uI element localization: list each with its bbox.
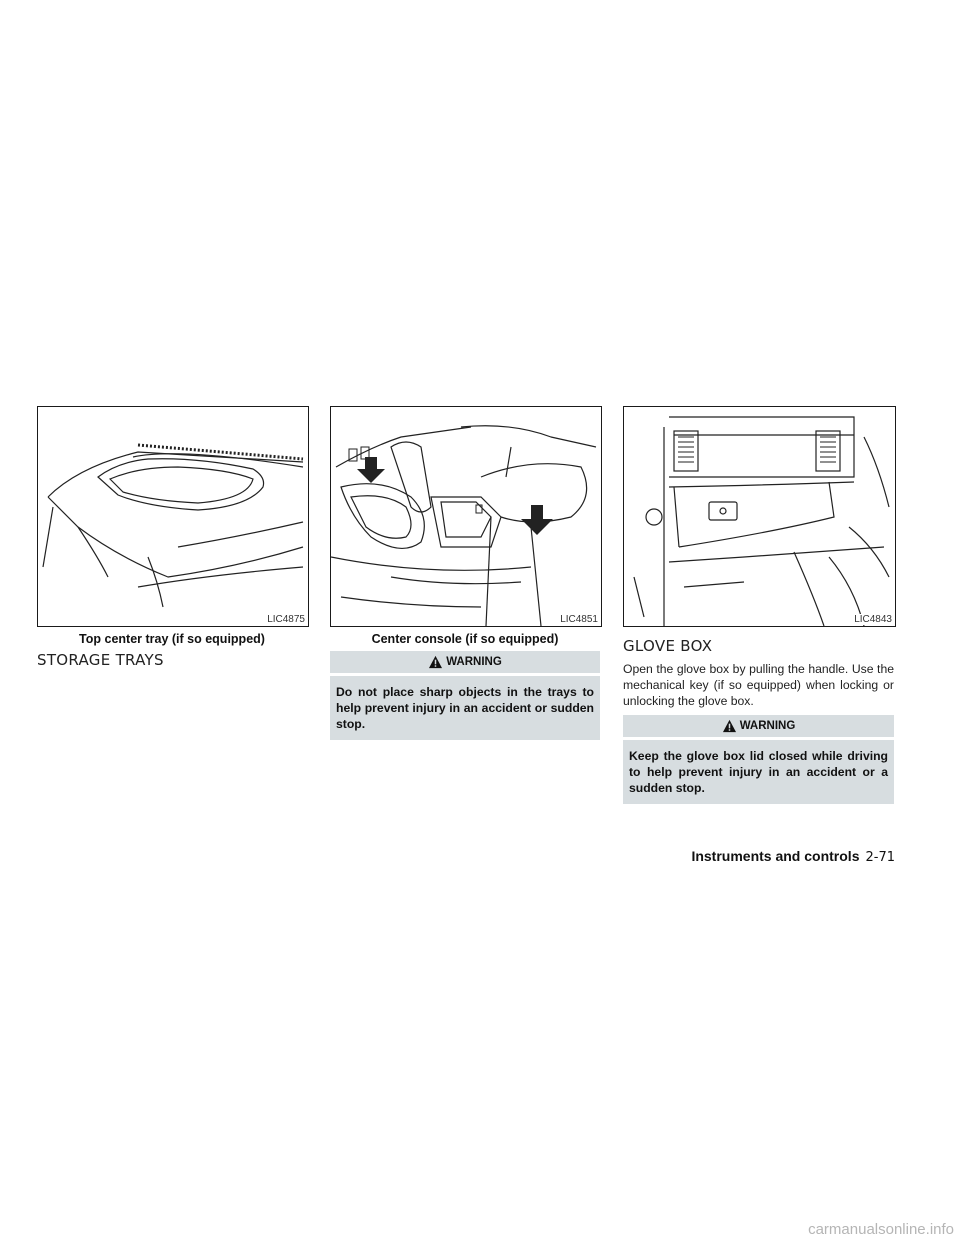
page-number: 2-71 xyxy=(865,850,895,865)
page-footer xyxy=(691,848,895,865)
warning-text-storage-trays: Do not place sharp objects in the trays to help prevent injury in an accident or sudden stop. xyxy=(330,676,600,740)
warning-icon xyxy=(428,655,443,669)
warning-label: WARNING xyxy=(739,720,796,732)
section-title-storage-trays: STORAGE TRAYS xyxy=(37,651,164,669)
figure-top-center-tray xyxy=(37,406,309,627)
top-center-tray-illustration xyxy=(38,407,308,626)
warning-header-storage-trays xyxy=(330,651,600,673)
watermark: carmanualsonline.info xyxy=(808,1221,954,1238)
glove-box-illustration xyxy=(624,407,895,626)
warning-icon xyxy=(722,719,737,733)
section-title-glove-box: GLOVE BOX xyxy=(623,637,713,655)
figure-caption: Top center tray (if so equipped) xyxy=(79,632,265,646)
figure-code: LIC4851 xyxy=(560,614,598,625)
figure-caption: Center console (if so equipped) xyxy=(371,632,559,646)
figure-glove-box xyxy=(623,406,896,627)
figure-center-console xyxy=(330,406,602,627)
figure-code: LIC4875 xyxy=(267,614,305,625)
warning-header-glove-box xyxy=(623,715,894,737)
glove-box-instructions: Open the glove box by pulling the handle. Use the mechanical key (if so equipped) when locking or unlocking the glove box. xyxy=(623,662,894,708)
warning-label: WARNING xyxy=(446,656,502,668)
footer-section-name: Instruments and controls xyxy=(691,848,860,864)
figure-code: LIC4843 xyxy=(854,614,892,625)
center-console-illustration xyxy=(331,407,601,626)
warning-text-glove-box: Keep the glove box lid closed while driving to help prevent injury in an accident or a sudden stop. xyxy=(623,740,894,804)
